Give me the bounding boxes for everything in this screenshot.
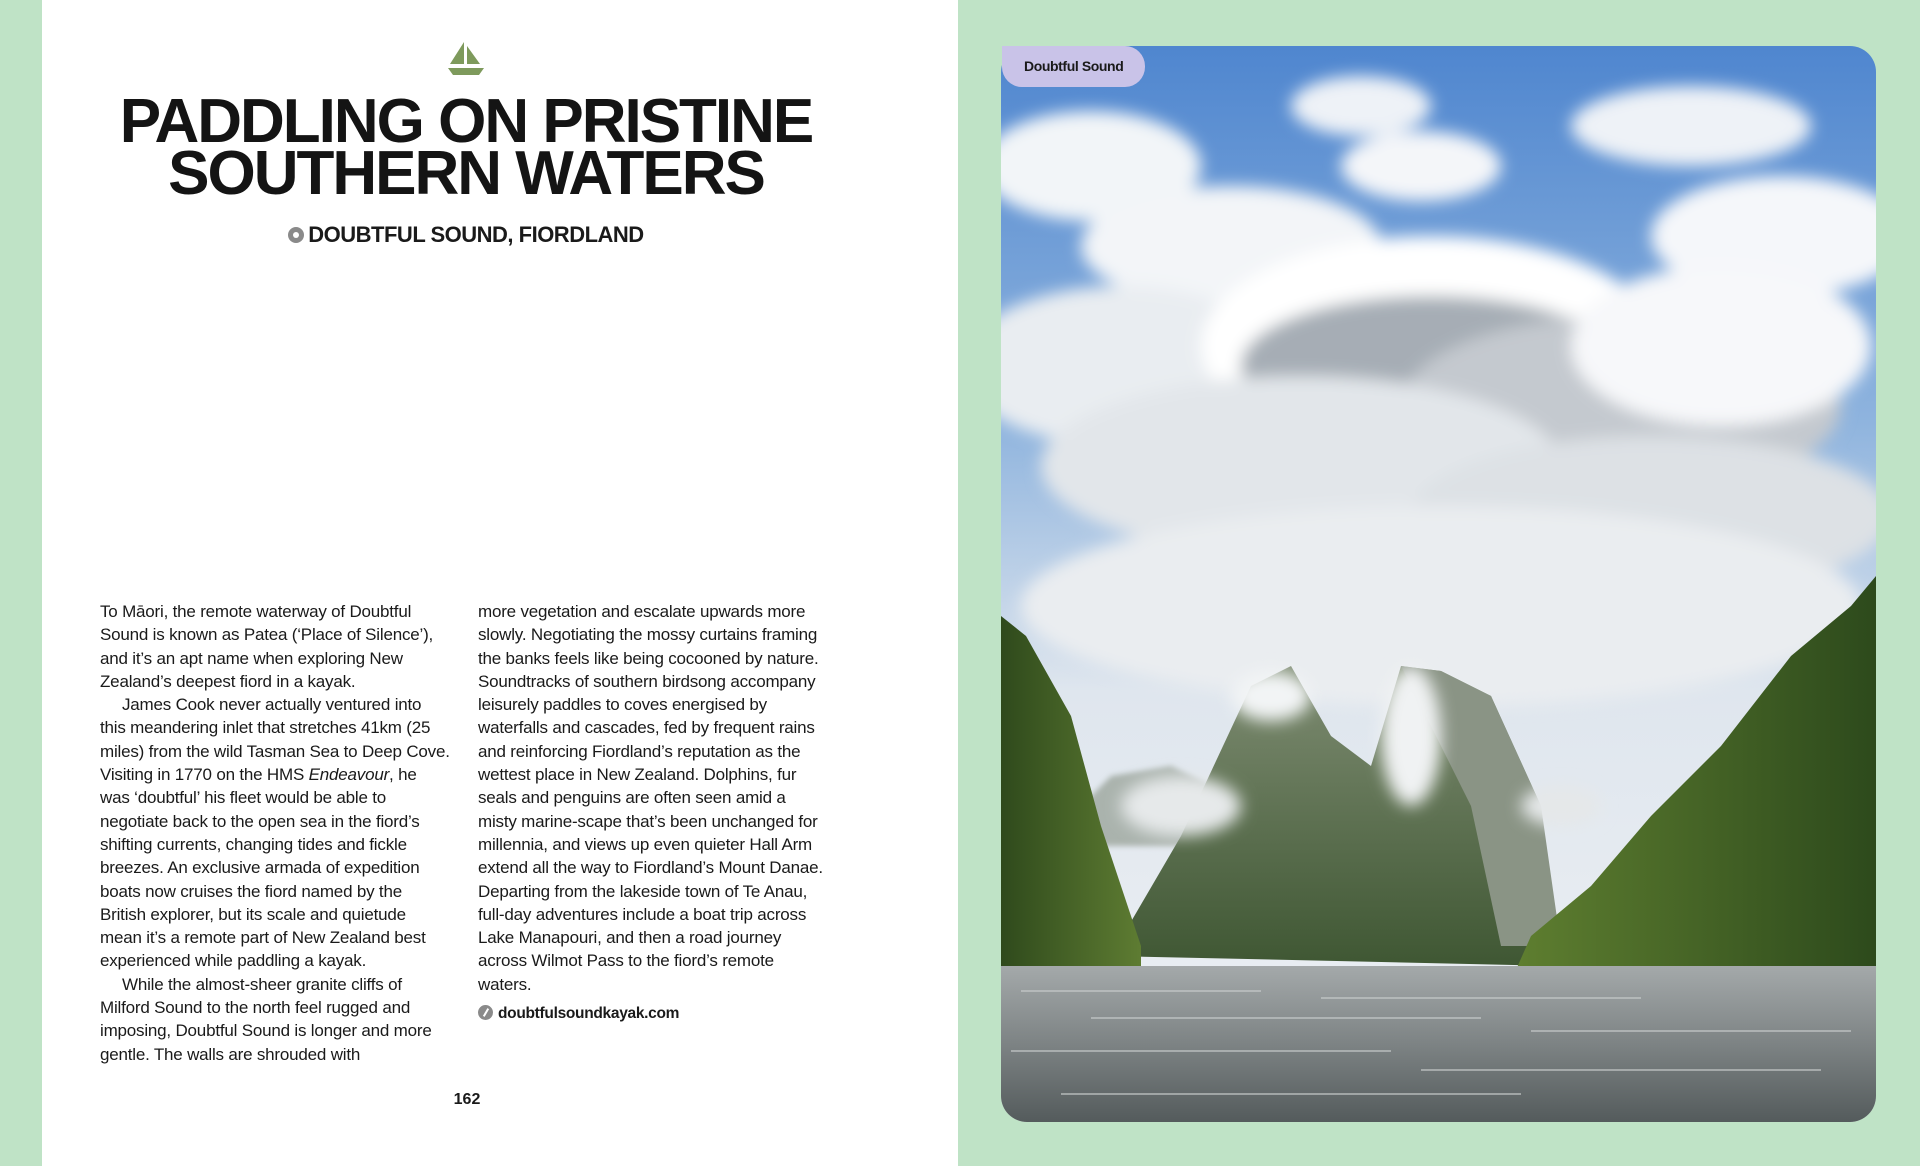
left-page [42, 0, 958, 1166]
photo-caption-tag: Doubtful Sound [1002, 46, 1145, 87]
title-line-2: SOUTHERN WATERS [168, 139, 764, 208]
ship-name: Endeavour [308, 765, 390, 785]
page-title [42, 87, 890, 208]
sailboat-icon [446, 40, 486, 78]
fiord-photo-illustration [1001, 46, 1876, 1122]
website-line [478, 1002, 828, 1025]
paragraph-2: James Cook never actually ventured into this meandering inlet that stretches 41km (25 miles) from the wild Tasman Sea to Deep Cove. Visiting in 1770 on the HMS Endeavour, he was ‘doubtful’ his fleet would be able to negotiate back to the open sea in the fiord’s shifting currents, changing tides and fickle breezes. An exclusive armada of expedition boats now cruises the fiord named by the British explorer, but its scale and quietude mean it’s a remote part of New Zealand best experienced while paddling a kayak. [100, 695, 450, 971]
paragraph-1: To Māori, the remote waterway of Doubtful Sound is known as Patea (‘Place of Silence’), and it’s an apt name when exploring New Zealand’s deepest fiord in a kayak. [100, 602, 434, 691]
paragraph-3: While the almost-sheer granite cliffs of Milford Sound to the north feel rugged and imposing, Doubtful Sound is longer and more gentle. The walls are shrouded with [100, 974, 432, 1064]
page-number: 162 [453, 1091, 481, 1108]
body-column-1 [100, 600, 450, 1066]
location-text: DOUBTFUL SOUND, FIORDLAND [308, 222, 644, 247]
location-line [42, 222, 890, 248]
location-pin-icon [288, 227, 304, 243]
website-link[interactable]: doubtfulsoundkayak.com [498, 1005, 680, 1023]
fiord-photo [1001, 46, 1876, 1122]
title-line-1: PADDLING ON PRISTINE [119, 87, 813, 156]
paragraph-3-continued: more vegetation and escalate upwards more slowly. Negotiating the mossy curtains framing the banks feels like being cocooned by nature. Soundtracks of southern birdsong accompany leisurely paddles to coves energised by waterfalls and cascades, fed by frequent rains and reinforcing Fiordland’s reputation as the wettest place in New Zealand. Dolphins, fur seals and penguins are often seen amid a misty marine-scape that’s been unchanged for millennia, and views up even quieter Hall Arm extend all the way to Fiordland’s Mount Danae. Departing from the lakeside town of Te Anau, full-day adventures include a boat trip across Lake Manapouri, and then a road journey across Wilmot Pass to the fiord’s remote waters. [478, 602, 823, 994]
link-icon [478, 1005, 493, 1020]
body-column-2 [478, 600, 828, 1025]
